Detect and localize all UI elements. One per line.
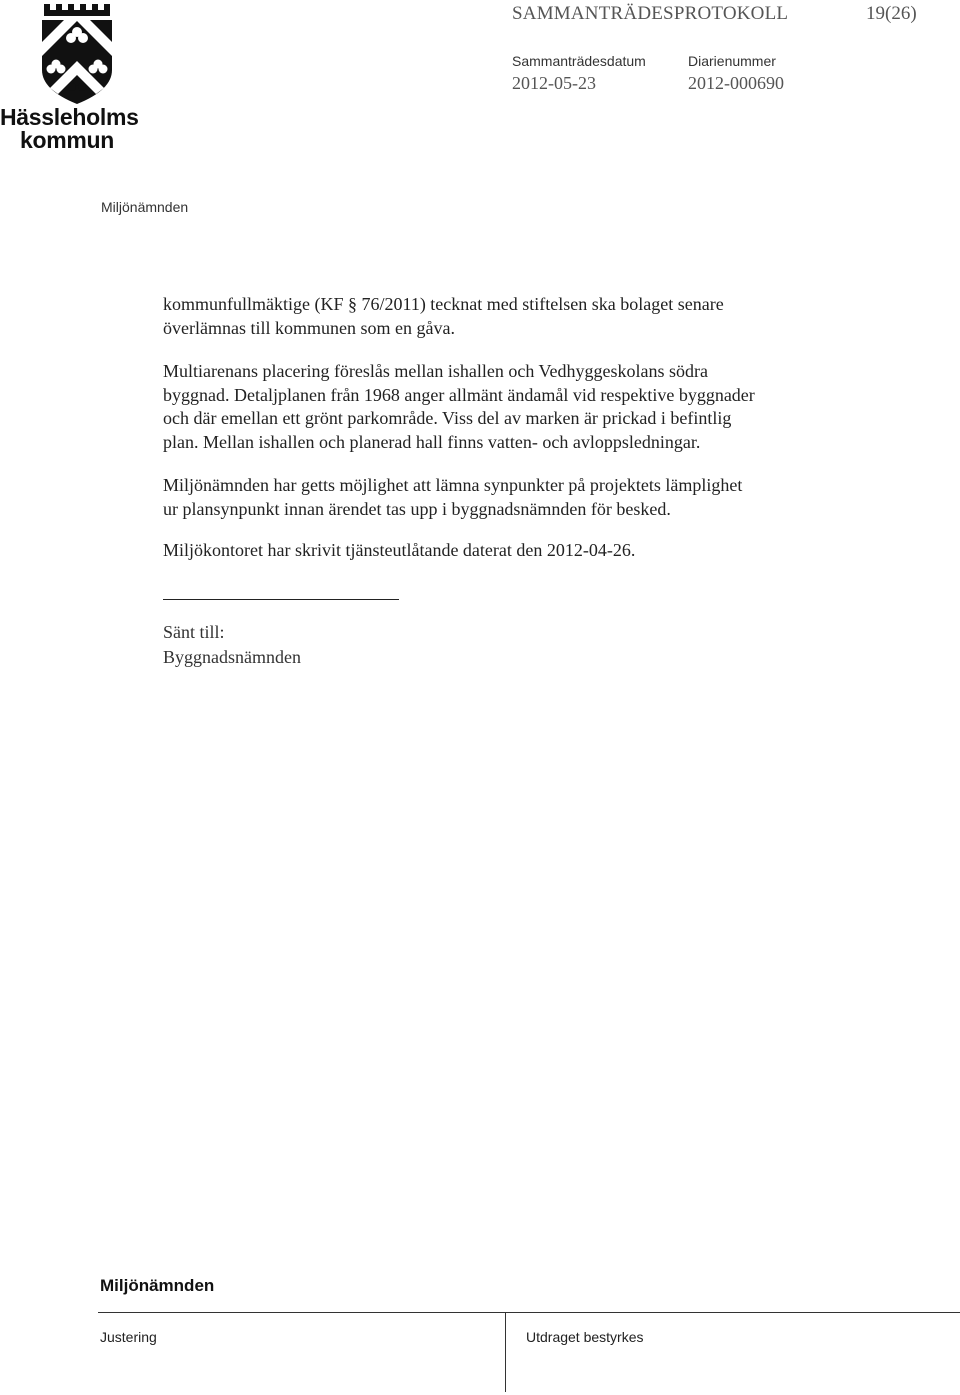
logo-text-line2: kommun — [20, 127, 115, 153]
divider — [163, 599, 399, 600]
text-line: Miljökontoret har skrivit tjänsteutlåtande daterat den 2012-04-26. — [163, 540, 636, 560]
paragraph-3 — [163, 474, 863, 521]
text-line: plan. Mellan ishallen och planerad hall finns vatten- och avloppsledningar. — [163, 431, 701, 452]
text-line: ur plansynpunkt innan ärendet tas upp i byggnadsnämnden för besked. — [163, 498, 671, 519]
text-line: Miljönämnden har getts möjlighet att lämna synpunkter på projektets lämplighet — [163, 475, 743, 495]
meeting-date-label: Sammanträdesdatum — [512, 53, 646, 69]
footer-divider — [98, 1312, 960, 1313]
text-line: och där emellan ett grönt parkområde. Viss del av marken är prickad i befintlig — [163, 408, 732, 428]
committee-name: Miljönämnden — [101, 199, 189, 215]
footer-justering-label: Justering — [100, 1329, 157, 1345]
text-line: byggnad. Detaljplanen från 1968 anger allmänt ändamål vid respektive byggnader — [163, 384, 755, 405]
page-number: 19(26) — [866, 3, 917, 24]
text-line: Multiarenans placering föreslås mellan ishallen och Vedhyggeskolans södra — [163, 361, 709, 381]
text-line: kommunfullmäktige (KF § 76/2011) tecknat med stiftelsen ska bolaget senare — [163, 294, 724, 314]
sent-to-recipient: Byggnadsnämnden — [163, 647, 301, 667]
paragraph-2 — [163, 360, 863, 454]
footer-column-divider — [505, 1312, 506, 1392]
meeting-date-value: 2012-05-23 — [512, 73, 596, 93]
footer-certified-extract-label: Utdraget bestyrkes — [526, 1329, 644, 1345]
document-title: SAMMANTRÄDESPROTOKOLL — [512, 3, 789, 24]
sent-to-label: Sänt till: — [163, 622, 225, 642]
diary-number-value: 2012-000690 — [688, 73, 784, 93]
paragraph-4 — [163, 539, 863, 563]
footer-committee: Miljönämnden — [100, 1276, 215, 1295]
paragraph-1 — [163, 293, 863, 340]
logo-text-line1: Hässleholms — [0, 104, 139, 130]
text-line: överlämnas till kommunen som en gåva. — [163, 317, 455, 338]
diary-number-label: Diarienummer — [688, 53, 776, 69]
